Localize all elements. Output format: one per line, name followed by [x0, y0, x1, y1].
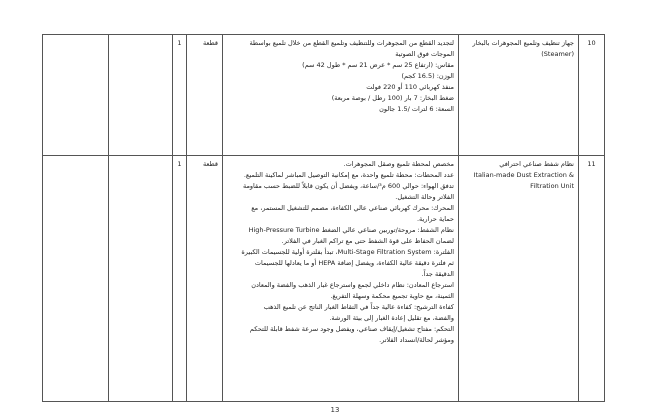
item-name-english: (Steamer): [541, 50, 574, 58]
quantity-cell: 1: [173, 156, 187, 402]
item-name-english: Italian-made Dust Extraction &: [473, 171, 574, 179]
spec-line: حماية حرارية.: [416, 215, 454, 223]
item-name: [459, 35, 579, 156]
quantity-cell: 1: [173, 35, 187, 156]
empty-cell: [43, 156, 109, 402]
spec-line: لتجديد القطع من المجوهرات وللتنظيف وتلميع القطع من خلال تلميع بواسطة الموجات فوق الصوتية: [249, 39, 454, 58]
spec-line: ثم فلترة دقيقة عالية الكفاءة، ويفضل إضافة HEPA أو ما يعادلها للجسيمات: [254, 259, 454, 267]
spec-line: الفلترة: Multi-Stage Filtration System، تبدأ بفلترة أولية للجسيمات الكبيرة: [241, 248, 454, 256]
item-name-english: Filtration Unit: [530, 182, 574, 190]
row-number: 10: [579, 35, 605, 156]
spec-line: نظام الشفط: مروحة/توربين صناعي عالي الضغط High-Pressure Turbine: [248, 226, 454, 234]
spec-line: الدقيقة جداً.: [421, 270, 454, 278]
spec-line: الوزن: (16.5 كجم): [401, 72, 454, 80]
spec-line: عدد المحطات: محطة تلميع واحدة، مع إمكانية التوصيل المباشر لماكينة التلميع.: [243, 171, 454, 179]
empty-cell: [43, 35, 109, 156]
empty-cell: [109, 35, 173, 156]
spec-line: ضغط البخار: 7 بار (100 رطل / بوصة مربعة): [331, 94, 454, 102]
spec-line: كفاءة الترشيح: كفاءة عالية جداً في التقاط الغبار الناتج عن تلميع الذهب: [263, 303, 454, 311]
spec-line: مقاس: (ارتفاع 25 سم * عرض 21 سم * طول 42 سم): [302, 61, 454, 69]
spec-line: الفلاتر وحالة التشغيل.: [395, 193, 454, 201]
item-specifications: [223, 156, 459, 402]
spec-line: منفذ كهربائي 110 أو 220 فولت: [366, 83, 454, 91]
spec-line: ومؤشر لحالة/انسداد الفلاتر.: [379, 336, 454, 344]
unit-cell: قطعة: [187, 35, 223, 156]
spec-line: الثمينة، مع حاوية تجميع محكمة وسهلة التفريغ.: [330, 292, 454, 300]
page-number: 13: [330, 406, 340, 414]
spec-line: المحرك: محرك كهربائي صناعي عالي الكفاءة، مصمم للتشغيل المستمر، مع: [251, 204, 454, 212]
unit-cell: قطعة: [187, 156, 223, 402]
item-specifications: [223, 35, 459, 156]
spec-line: استرجاع المعادن: نظام داخلي لجمع واسترجاع غبار الذهب والفضة والمعادن: [251, 281, 454, 289]
table-row: [43, 156, 605, 402]
item-name-arabic: نظام شفط صناعي احترافي: [499, 160, 574, 168]
spec-line: لضمان الحفاظ على قوة الشفط حتى مع تراكم الغبار في الفلاتر.: [281, 237, 454, 245]
spec-line: مخصص لمحطة تلميع وصقل المجوهرات.: [343, 160, 454, 168]
spec-line: تدفق الهواء: حوالي 600 م³/ساعة، ويفضل أن يكون قابلاً للضبط حسب مقاومة: [242, 182, 454, 190]
row-number: 11: [579, 156, 605, 402]
specification-table: [42, 34, 605, 402]
item-name: [459, 156, 579, 402]
empty-cell: [109, 156, 173, 402]
item-name-arabic: جهاز تنظيف وتلميع المجوهرات بالبخار: [472, 39, 574, 47]
spec-line: والفضة، مع تقليل إعادة الغبار إلى بيئة الورشة.: [329, 314, 454, 322]
table-row: [43, 35, 605, 156]
spec-line: السعة: 6 لترات /1.5 جالون: [379, 105, 454, 113]
spec-line: التحكم: مفتاح تشغيل/إيقاف صناعي، ويفضل وجود سرعة شفط قابلة للتحكم: [249, 325, 454, 333]
